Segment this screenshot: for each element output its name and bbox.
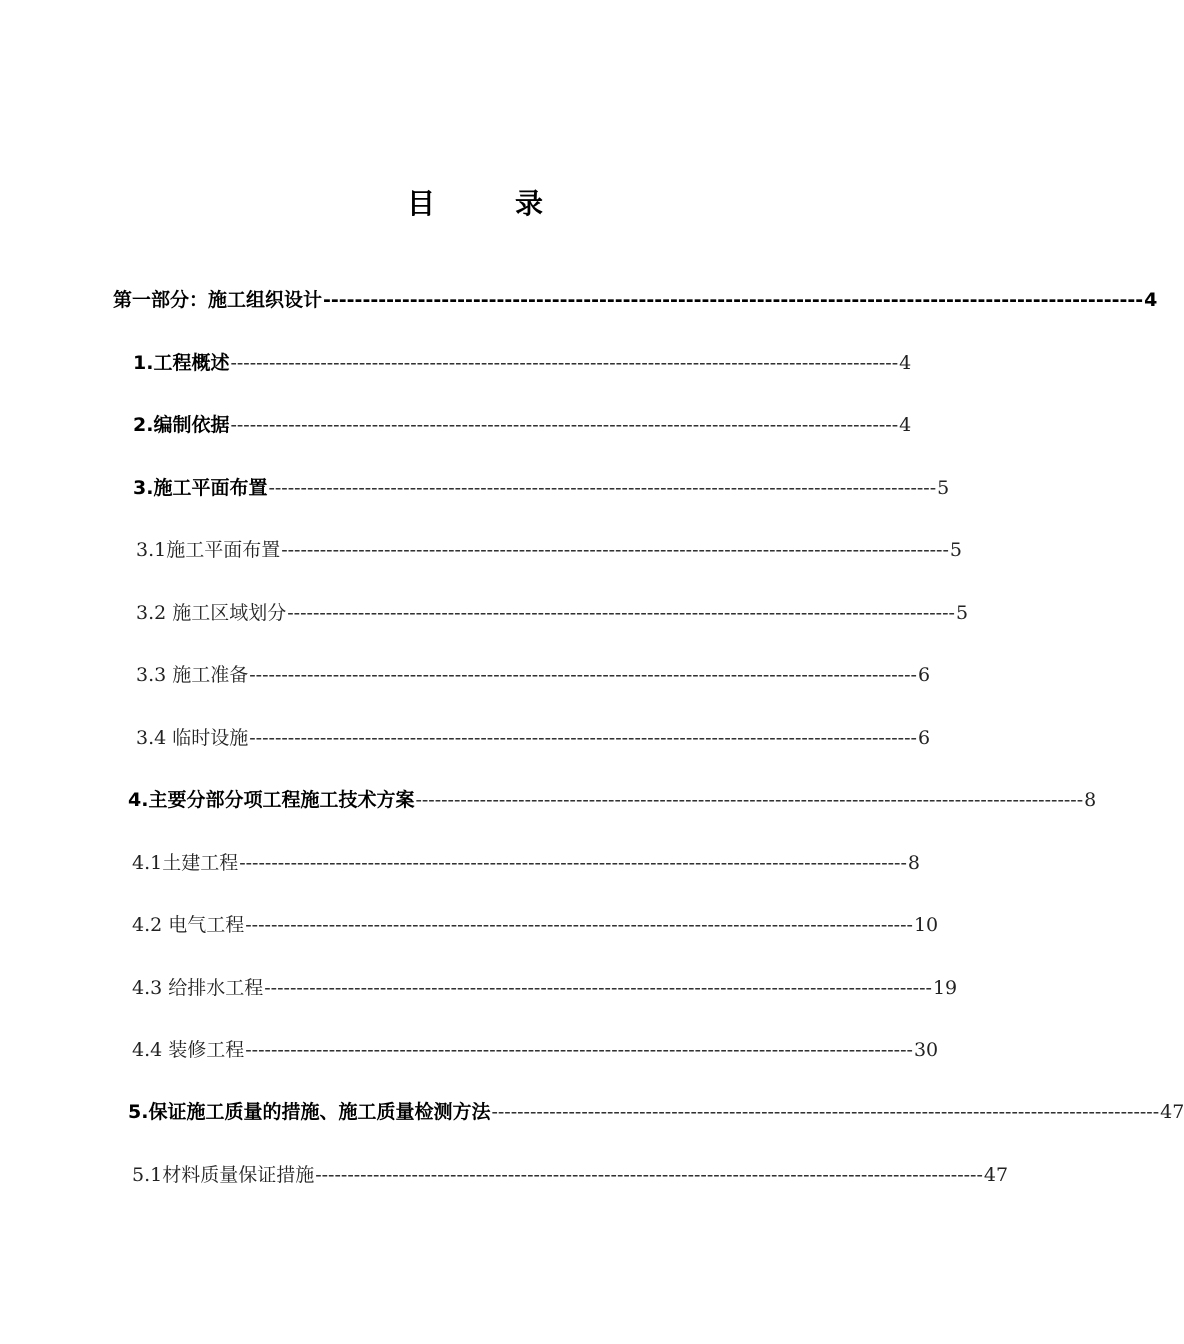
- toc-entry-4[interactable]: [128, 785, 1097, 815]
- toc-entry-label: 4.2 电气工程: [132, 914, 245, 936]
- toc-entry-3[interactable]: [133, 473, 950, 503]
- toc-entry-5[interactable]: [128, 1097, 1184, 1127]
- toc-entry-5-1[interactable]: [132, 1160, 1009, 1190]
- title-char-right: 录: [515, 187, 544, 220]
- toc-entry-3-1[interactable]: [136, 535, 962, 565]
- toc-page-number: 5: [937, 477, 950, 499]
- toc-entry-4-2[interactable]: [132, 910, 939, 940]
- toc-entry-4-4[interactable]: [132, 1035, 939, 1065]
- toc-entry-label: 第一部分：施工组织设计: [113, 289, 323, 311]
- toc-entry-label: 2.编制依据: [133, 414, 230, 436]
- page-title: [0, 182, 950, 222]
- toc-page-number: 8: [907, 852, 920, 874]
- toc-entry-1[interactable]: [133, 348, 912, 378]
- toc-page-number: 8: [1084, 789, 1097, 811]
- toc-leader: --------------------------------------------------------------------------------------------------------: [315, 1164, 983, 1186]
- toc-entry-4-3[interactable]: [132, 973, 958, 1003]
- toc-leader: --------------------------------------------------------------------------------------------------------: [415, 789, 1084, 811]
- toc-page-number: 4: [1144, 289, 1158, 311]
- toc-leader: --------------------------------------------------------------------------------------------------------: [323, 289, 1144, 311]
- toc-leader: --------------------------------------------------------------------------------------------------------: [268, 477, 937, 499]
- toc-entry-label: 3.4 临时设施: [136, 727, 249, 749]
- toc-entry-label: 3.3 施工准备: [136, 664, 249, 686]
- toc-leader: --------------------------------------------------------------------------------------------------------: [245, 1039, 913, 1061]
- toc-entry-4-1[interactable]: [132, 848, 920, 878]
- toc-entry-label: 3.1施工平面布置: [136, 539, 281, 561]
- toc-entry-label: 5.保证施工质量的措施、施工质量检测方法: [128, 1101, 491, 1123]
- toc-entry-label: 1.工程概述: [133, 352, 230, 374]
- toc-entry-label: 4.4 装修工程: [132, 1039, 245, 1061]
- toc-page-number: 6: [917, 727, 931, 749]
- toc-entry-label: 4.主要分部分项工程施工技术方案: [128, 789, 415, 811]
- toc-entry-label: 3.施工平面布置: [133, 477, 268, 499]
- toc-entry-part-1[interactable]: [113, 285, 1158, 315]
- toc-page-number: 4: [899, 414, 912, 436]
- toc-leader: --------------------------------------------------------------------------------------------------------: [491, 1101, 1160, 1123]
- toc-leader: --------------------------------------------------------------------------------------------------------: [245, 914, 913, 936]
- toc-leader: --------------------------------------------------------------------------------------------------------: [249, 727, 917, 749]
- toc-entry-3-3[interactable]: [136, 660, 931, 690]
- toc-leader: --------------------------------------------------------------------------------------------------------: [239, 852, 907, 874]
- toc-page-number: 47: [983, 1164, 1009, 1186]
- toc-page-number: 10: [913, 914, 939, 936]
- toc-entry-label: 5.1材料质量保证措施: [132, 1164, 315, 1186]
- toc-page-number: 30: [913, 1039, 939, 1061]
- toc-page-number: 4: [899, 352, 912, 374]
- toc-entry-label: 3.2 施工区域划分: [136, 602, 287, 624]
- toc-page-number: 5: [949, 539, 962, 561]
- toc-leader: --------------------------------------------------------------------------------------------------------: [264, 977, 932, 999]
- toc-leader: --------------------------------------------------------------------------------------------------------: [249, 664, 917, 686]
- toc-entry-label: 4.1土建工程: [132, 852, 239, 874]
- toc-leader: --------------------------------------------------------------------------------------------------------: [230, 352, 899, 374]
- toc-leader: --------------------------------------------------------------------------------------------------------: [281, 539, 949, 561]
- toc-page-number: 6: [917, 664, 931, 686]
- toc-entry-3-2[interactable]: [136, 598, 969, 628]
- toc-leader: --------------------------------------------------------------------------------------------------------: [230, 414, 899, 436]
- toc-entry-2[interactable]: [133, 410, 912, 440]
- toc-page-number: 19: [932, 977, 958, 999]
- toc-entry-3-4[interactable]: [136, 723, 931, 753]
- toc-page-number: 47: [1160, 1101, 1184, 1123]
- title-char-left: 目: [406, 187, 435, 220]
- toc-page-number: 5: [955, 602, 969, 624]
- toc-leader: --------------------------------------------------------------------------------------------------------: [287, 602, 955, 624]
- toc-entry-label: 4.3 给排水工程: [132, 977, 264, 999]
